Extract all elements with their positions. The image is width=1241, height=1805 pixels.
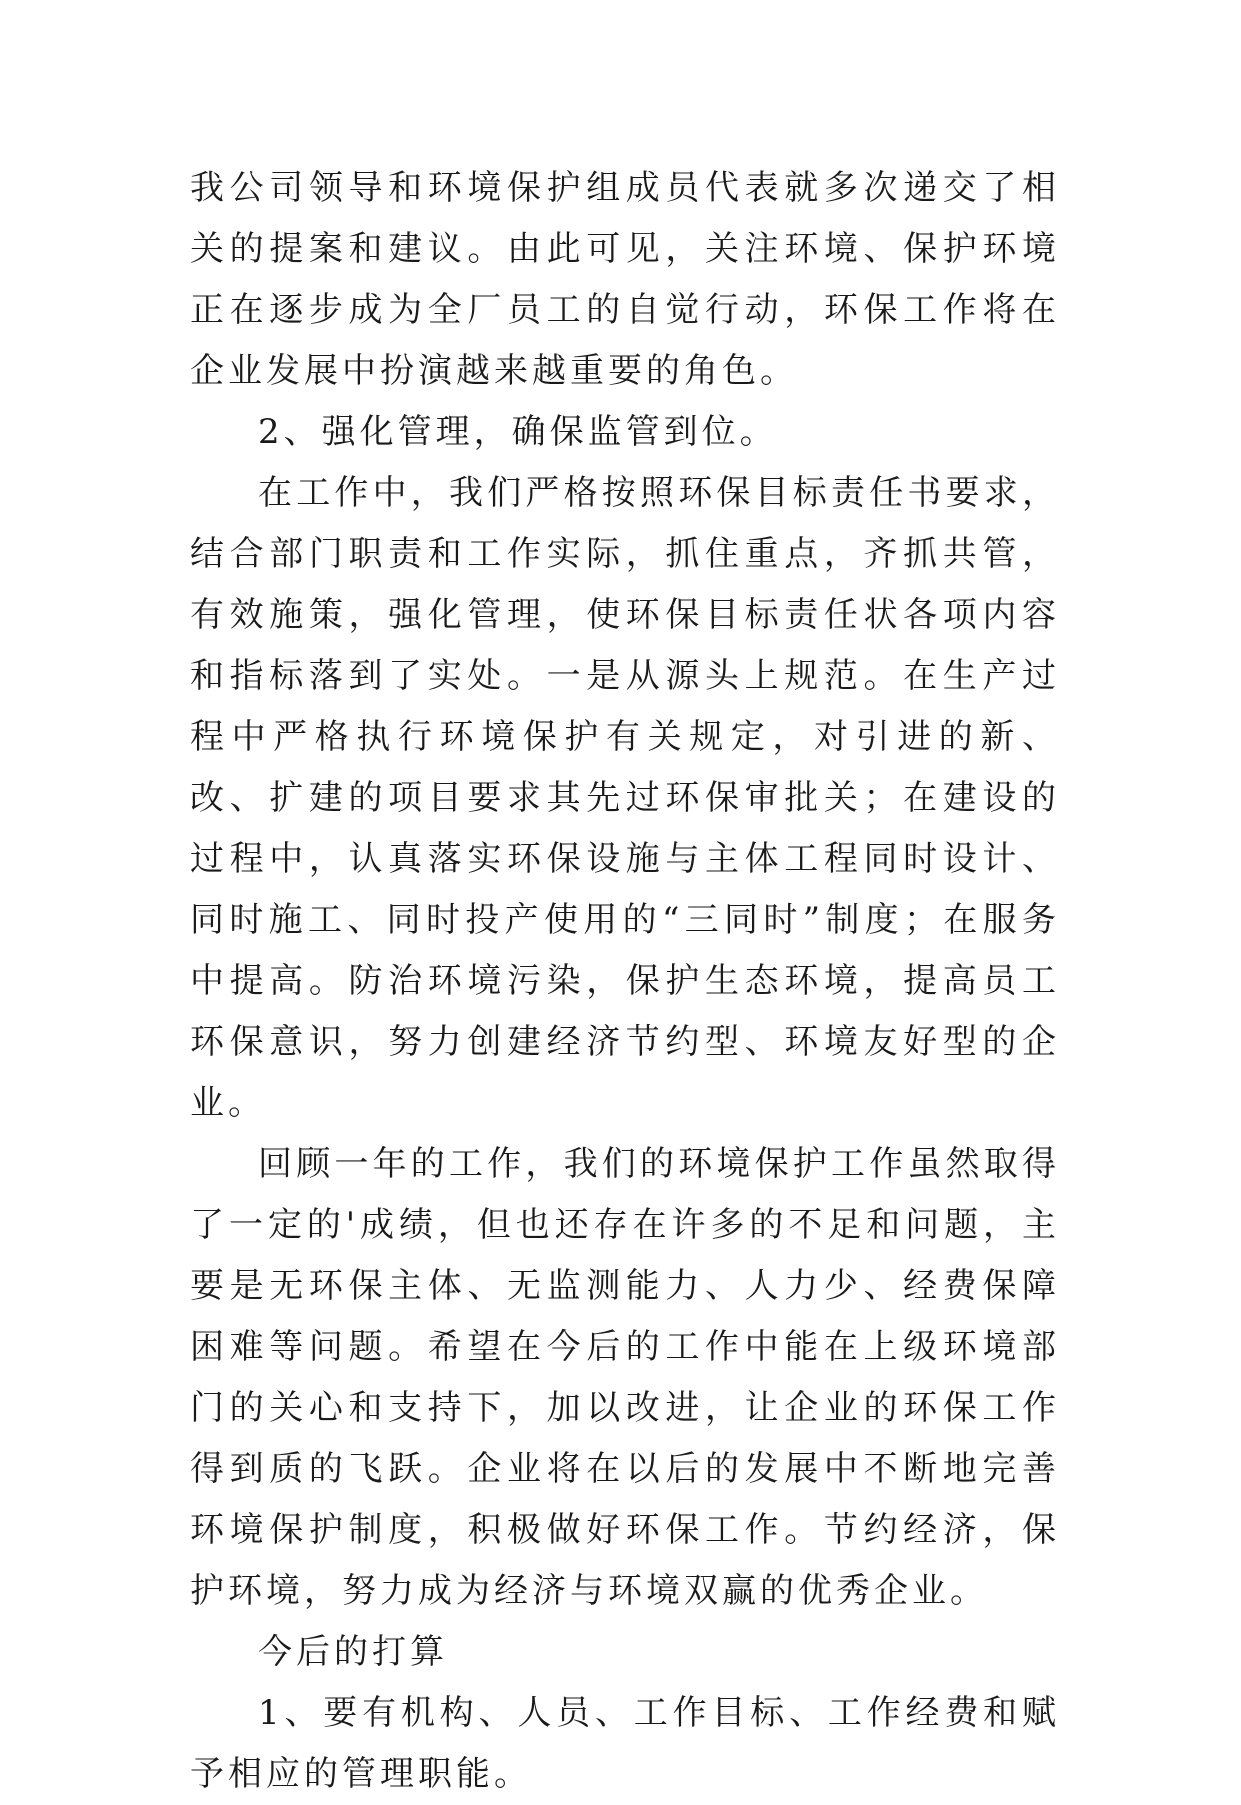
paragraph-future-plans-heading: 今后的打算 bbox=[258, 1632, 448, 1672]
paragraph-continuation: 我公司领导和环境保护组成员代表就多次递交了相关的提案和建议。由此可见，关注环境、保护环境正在逐步成为全厂员工的自觉行动，环保工作将在企业发展中扮演越来越重要的角色。 bbox=[190, 168, 1060, 391]
paragraph-plan-item-1: 1、要有机构、人员、工作目标、工作经费和赋予相应的管理职能。 bbox=[190, 1693, 1060, 1794]
document-body bbox=[190, 158, 1060, 1805]
paragraph-management-details: 在工作中，我们严格按照环保目标责任书要求，结合部门职责和工作实际，抓住重点，齐抓共管，有效施策，强化管理，使环保目标责任状各项内容和指标落到了实处。一是从源头上规范。在生产过程中严格执行环境保护有关规定，对引进的新、改、扩建的项目要求其先过环保审批关；在建设的过程中，认真落实环保设施与主体工程同时设计、同时施工、同时投产使用的“三同时”制度；在服务中提高。防治环境污染，保护生态环境，提高员工环保意识，努力创建经济节约型、环境友好型的企业。 bbox=[190, 473, 1060, 1123]
paragraph-heading-strengthen-management: 2、强化管理，确保监管到位。 bbox=[258, 412, 778, 452]
paragraph-year-review: 回顾一年的工作，我们的环境保护工作虽然取得了一定的'成绩，但也还存在许多的不足和问题，主要是无环保主体、无监测能力、人力少、经费保障困难等问题。希望在今后的工作中能在上级环境部门的关心和支持下，加以改进，让企业的环保工作得到质的飞跃。企业将在以后的发展中不断地完善环境保护制度，积极做好环保工作。节约经济，保护环境，努力成为经济与环境双赢的优秀企业。 bbox=[190, 1144, 1060, 1611]
